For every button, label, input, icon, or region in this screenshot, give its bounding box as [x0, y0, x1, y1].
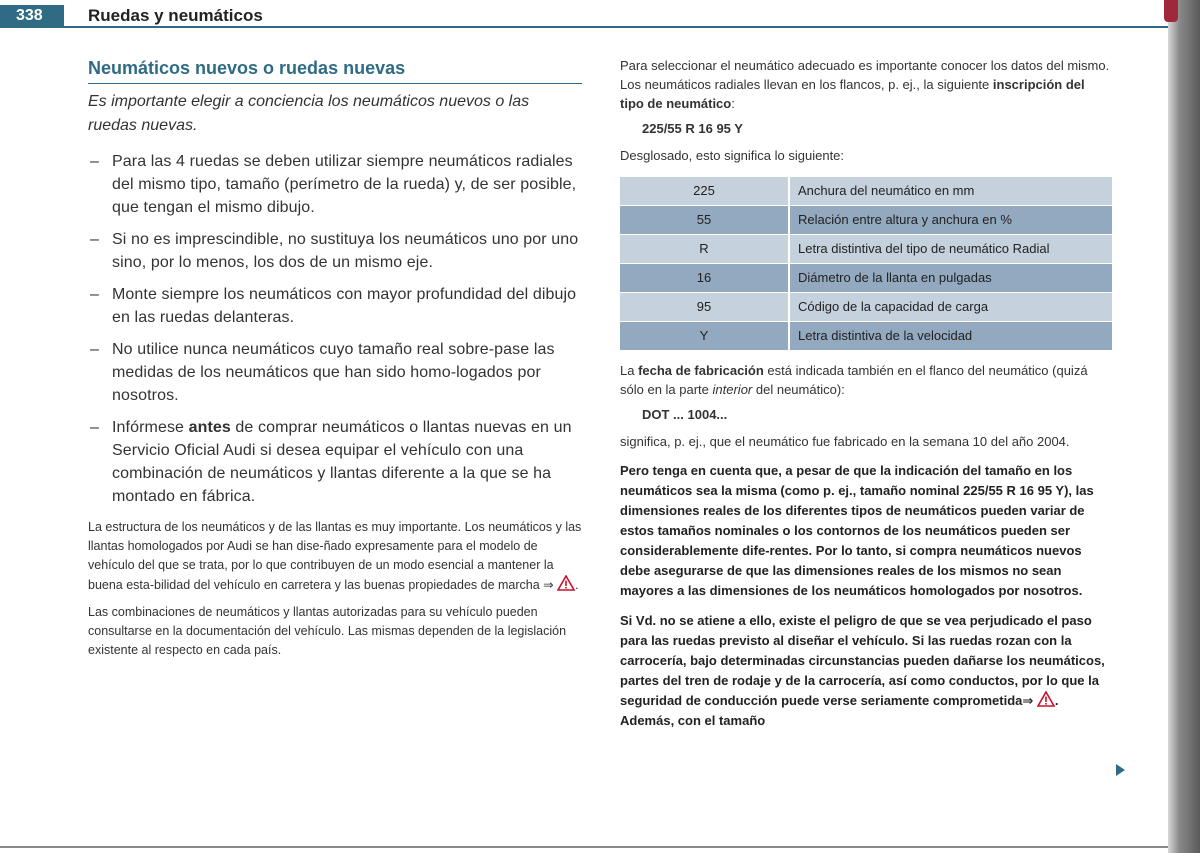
body-paragraph: La estructura de los neumáticos y de las llantas es muy importante. Los neumáticos y las llantas homologados por Audi se han dise-ñado expresamente para el modelo de vehículo del que se trata, por lo que contribuyen de un modo esencial a mantener la buena esta-bilidad del vehículo en carretera y las buenas propiedades de marcha ⇒ . [88, 520, 582, 592]
body-paragraph: Las combinaciones de neumáticos y llantas autorizadas para su vehículo pueden consultarse en la documentación del vehículo. Las mismas dependen de la legislación existente al respecto en cada país. [88, 605, 567, 657]
header-rule [0, 26, 1168, 28]
table-cell-desc: Letra distintiva de la velocidad [790, 322, 1112, 351]
section-intro: Es importante elegir a conciencia los neumáticos nuevos o las ruedas nuevas. [88, 93, 530, 134]
table-cell-desc: Código de la capacidad de carga [790, 293, 1112, 322]
page-header [0, 0, 1168, 30]
table-cell-code: 95 [620, 293, 788, 322]
table-row [620, 264, 1112, 293]
left-column [88, 56, 582, 660]
bullet-list [88, 150, 582, 508]
body-paragraph: La fecha de fabricación está indicada también en el flanco del neumático (quizá sólo en la parte interior del neumático): [620, 363, 1088, 397]
list-item: – Para las 4 ruedas se deben utilizar siempre neumáticos radiales del mismo tipo, tamaño (perímetro de la rueda) y, de ser posible, que tengan el mismo dibujo. [90, 153, 577, 216]
table-row [620, 322, 1112, 351]
warning-triangle-icon[interactable] [557, 575, 575, 591]
warning-triangle-icon[interactable] [1037, 691, 1055, 707]
body-paragraph: significa, p. ej., que el neumático fue fabricado en la semana 10 del año 2004. [620, 434, 1070, 449]
table-cell-desc: Letra distintiva del tipo de neumático Radial [790, 235, 1112, 264]
page-number: 338 [0, 5, 64, 27]
table-row [620, 206, 1112, 235]
dot-code: DOT ... 1004... [642, 407, 728, 422]
table-cell-desc: Diámetro de la llanta en pulgadas [790, 264, 1112, 293]
table-cell-code: 55 [620, 206, 788, 235]
chapter-title: Ruedas y neumáticos [88, 6, 263, 25]
list-item: – Infórmese antes de comprar neumáticos o llantas nuevas en un Servicio Oficial Audi si desea equipar el vehículo con una combinación de neumáticos y llantas diferente a la que se ha montado en fábrica. [90, 419, 572, 505]
table-cell-code: Y [620, 322, 788, 351]
breakdown-intro: Desglosado, esto significa lo siguiente: [620, 148, 845, 163]
section-title: Neumáticos nuevos o ruedas nuevas [88, 56, 582, 84]
table-cell-code: R [620, 235, 788, 264]
warning-paragraph: Si Vd. no se atiene a ello, existe el peligro de que se vea perjudicado el paso para las ruedas previsto al diseñar el vehículo. Si las ruedas rozan con la carrocería, bajo determinadas circunstancias pueden dañarse los neumáticos, partes del tren de rodaje y de la carrocería, así como conductos, por lo que la seguridad de conducción puede verse seriamente comprometida⇒ . Además, con el tamaño [620, 613, 1105, 728]
body-paragraph: Para seleccionar el neumático adecuado es importante conocer los datos del mismo. Los neumáticos radiales llevan en los flancos, p. ej., la siguiente inscripción del tipo de neumático: [620, 58, 1110, 111]
warning-paragraph: Pero tenga en cuenta que, a pesar de que la indicación del tamaño en los neumáticos sea la misma (como p. ej., tamaño nominal 225/55 R 16 95 Y), las dimensiones reales de los diferentes tipos de neumáticos pueden variar de estos tamaños nominales o los contornos de los neumáticos pueden ser considerablemente dife-rentes. Por lo tanto, si compra neumáticos nuevos debe asegurarse de que las dimensiones reales de los mismos no sean mayores a las dimensiones de los neumáticos homologados por nosotros. [620, 463, 1094, 598]
right-column [620, 56, 1112, 731]
page-edge [1168, 0, 1200, 853]
table-cell-desc: Relación entre altura y anchura en % [790, 206, 1112, 235]
table-cell-code: 16 [620, 264, 788, 293]
table-cell-code: 225 [620, 177, 788, 206]
list-item: – No utilice nunca neumáticos cuyo tamaño real sobre-pase las medidas de los neumáticos que han sido homo-logados por nosotros. [90, 341, 555, 404]
list-item: – Si no es imprescindible, no sustituya los neumáticos uno por uno sino, por lo menos, los dos de un mismo eje. [90, 231, 579, 271]
table-cell-desc: Anchura del neumático en mm [790, 177, 1112, 206]
bottom-rule [0, 846, 1168, 848]
list-item: – Monte siempre los neumáticos con mayor profundidad del dibujo en las ruedas delanteras. [90, 286, 577, 326]
tire-code: 225/55 R 16 95 Y [642, 121, 743, 136]
table-row [620, 177, 1112, 206]
tire-code-table [620, 177, 1112, 351]
next-page-arrow-icon[interactable] [1116, 764, 1125, 776]
table-row [620, 235, 1112, 264]
table-row [620, 293, 1112, 322]
